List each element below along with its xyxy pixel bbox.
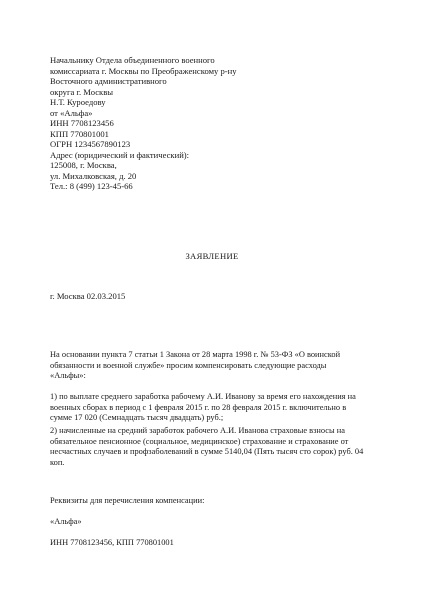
paragraph-line: «Альфы»: [50, 371, 86, 381]
paragraph-line: 2) начисленные на средний заработок рабочего А.И. Иванова страховые взносы на [50, 426, 345, 435]
sender-address-label: Адрес (юридический и фактический): [50, 149, 190, 160]
document-title: ЗАЯВЛЕНИЕ [185, 251, 239, 261]
sender-phone: Тел.: 8 (499) 123-45-66 [50, 181, 133, 191]
intro-paragraph [50, 350, 390, 382]
paragraph-line: 1) по выплате среднего заработка рабочему А.И. Иванову за время его нахождения на [50, 392, 356, 401]
sender-kpp: КПП 770801001 [50, 128, 109, 139]
paragraph-line: военных сборах в период с 1 февраля 2015 г. по 28 февраля 2015 г. включительно в [50, 402, 347, 412]
paragraph-line: обязанности и военной службе» просим компенсировать следующие расходы [50, 360, 327, 370]
requisites-company: «Альфа» [50, 517, 82, 526]
sender-inn: ИНН 7708123456 [50, 118, 114, 128]
sender-ogrn: ОГРН 1234567890123 [50, 139, 131, 149]
addressee-name: Н.Т. Куроедову [50, 97, 106, 107]
sender-address-street: ул. Михалковская, д. 20 [50, 170, 137, 181]
paragraph-line: сумме 17 020 (Семнадцать тысяч двадцать) руб.; [50, 413, 224, 423]
addressee-line: комиссариата г. Москвы по Преображенскому р-ну [50, 65, 237, 76]
addressee-line: Начальнику Отдела объединенного военного [50, 55, 215, 65]
paragraph-line: На основании пункта 7 статьи 1 Закона от 28 марта 1998 г. № 53-ФЗ «О воинской [50, 350, 341, 359]
sender-name: от «Альфа» [50, 107, 93, 118]
item-2-paragraph [50, 426, 390, 468]
addressee-line: Восточного административного [50, 76, 167, 86]
paragraph-line: обязательное пенсионное (социальное, медицинское) страхование и страхование от [50, 436, 349, 446]
place-date: г. Москва 02.03.2015 [50, 291, 126, 301]
paragraph-line: коп. [50, 457, 65, 467]
addressee-line: округа г. Москвы [50, 86, 114, 97]
requisites-heading: Реквизиты для перечисления компенсации: [50, 496, 205, 505]
item-1-paragraph [50, 392, 390, 424]
requisites-inn-kpp: ИНН 7708123456, КПП 770801001 [50, 538, 174, 547]
paragraph-line: несчастных случаев и профзаболеваний в сумме 5140,04 (Пять тысяч сто сорок) руб. 04 [50, 447, 364, 457]
sender-address-city: 125008, г. Москва, [50, 160, 117, 170]
addressee-block [50, 55, 270, 192]
